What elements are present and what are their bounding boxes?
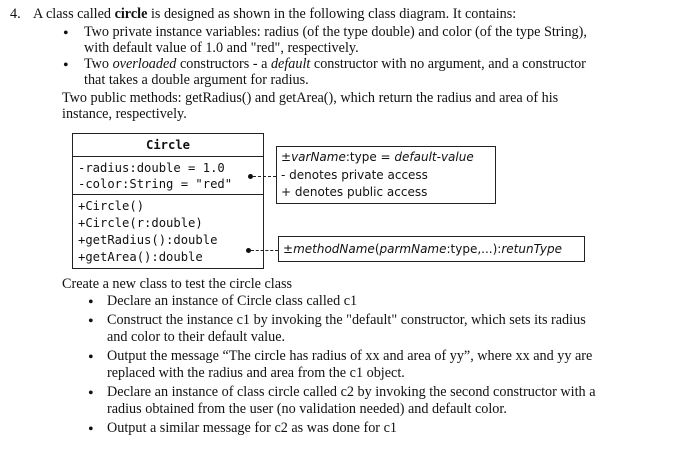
uml-class-name: Circle xyxy=(145,138,191,152)
task-bullet-5: Output a similar message for c2 as was done for c1 xyxy=(107,420,397,436)
task-bullet-3-line-2: replaced with the radius and area from the c1 object. xyxy=(107,365,405,381)
bullet-icon: • xyxy=(88,385,94,402)
connector-dashed-line xyxy=(251,250,278,251)
bullet-icon: • xyxy=(63,57,69,74)
task-heading: Create a new class to test the circle class xyxy=(62,276,293,292)
bullet-1-line-1: Two private instance variables: radius (of the type double) and color (of the type String), xyxy=(84,24,587,40)
uml-class-diagram xyxy=(72,133,264,269)
bullet-icon: • xyxy=(88,294,94,311)
task-bullet-3-line-1: Output the message “The circle has radius of xx and area of yy”, where xx and yy are xyxy=(107,348,593,364)
methods-line-1: Two public methods: getRadius() and getArea(), which return the radius and area of his xyxy=(62,90,559,106)
task-bullet-2-line-1: Construct the instance c1 by invoking the "default" constructor, which sets its radius xyxy=(107,312,586,328)
question-number: 4. xyxy=(10,6,21,22)
task-bullet-4-line-2: radius obtained from the user (no validation needed) and default color. xyxy=(107,401,507,417)
uml-attribute: -color:String = "red" xyxy=(78,177,233,191)
task-bullet-2-line-2: and color to their default value. xyxy=(107,329,286,345)
bullet-2-line-1: Two overloaded constructors - a default constructor with no argument, and a constructor xyxy=(84,56,586,72)
attribute-legend-note xyxy=(276,146,496,204)
uml-operation: +getRadius():double xyxy=(78,233,218,247)
bullet-1-line-2: with default value of 1.0 and "red", respectively. xyxy=(84,40,359,56)
note-line: ±varName:type = default-value xyxy=(281,150,474,164)
method-legend-note: ±methodName(parmName:type,...):retunType xyxy=(278,236,585,262)
methods-line-2: instance, respectively. xyxy=(62,106,187,122)
note-line: + denotes public access xyxy=(281,185,428,199)
task-bullet-1: Declare an instance of Circle class called c1 xyxy=(107,293,358,309)
task-bullet-4-line-1: Declare an instance of class circle called c2 by invoking the second constructor with a xyxy=(107,384,596,400)
bullet-2-line-2: that takes a double argument for radius. xyxy=(84,72,309,88)
uml-attributes-section xyxy=(73,157,263,195)
uml-class-name-section xyxy=(73,134,263,157)
uml-operation: +getArea():double xyxy=(78,250,203,264)
connector-dashed-line xyxy=(253,176,276,177)
uml-operations-section xyxy=(73,195,263,266)
bullet-icon: • xyxy=(88,421,94,438)
bullet-icon: • xyxy=(63,25,69,42)
bullet-icon: • xyxy=(88,349,94,366)
question-intro: A class called circle is designed as shown in the following class diagram. It contains: xyxy=(33,6,517,22)
note-line: - denotes private access xyxy=(281,167,428,182)
uml-operation: +Circle(r:double) xyxy=(78,216,203,230)
bullet-icon: • xyxy=(88,313,94,330)
uml-operation: +Circle() xyxy=(78,199,145,213)
uml-attribute: -radius:double = 1.0 xyxy=(78,161,225,175)
